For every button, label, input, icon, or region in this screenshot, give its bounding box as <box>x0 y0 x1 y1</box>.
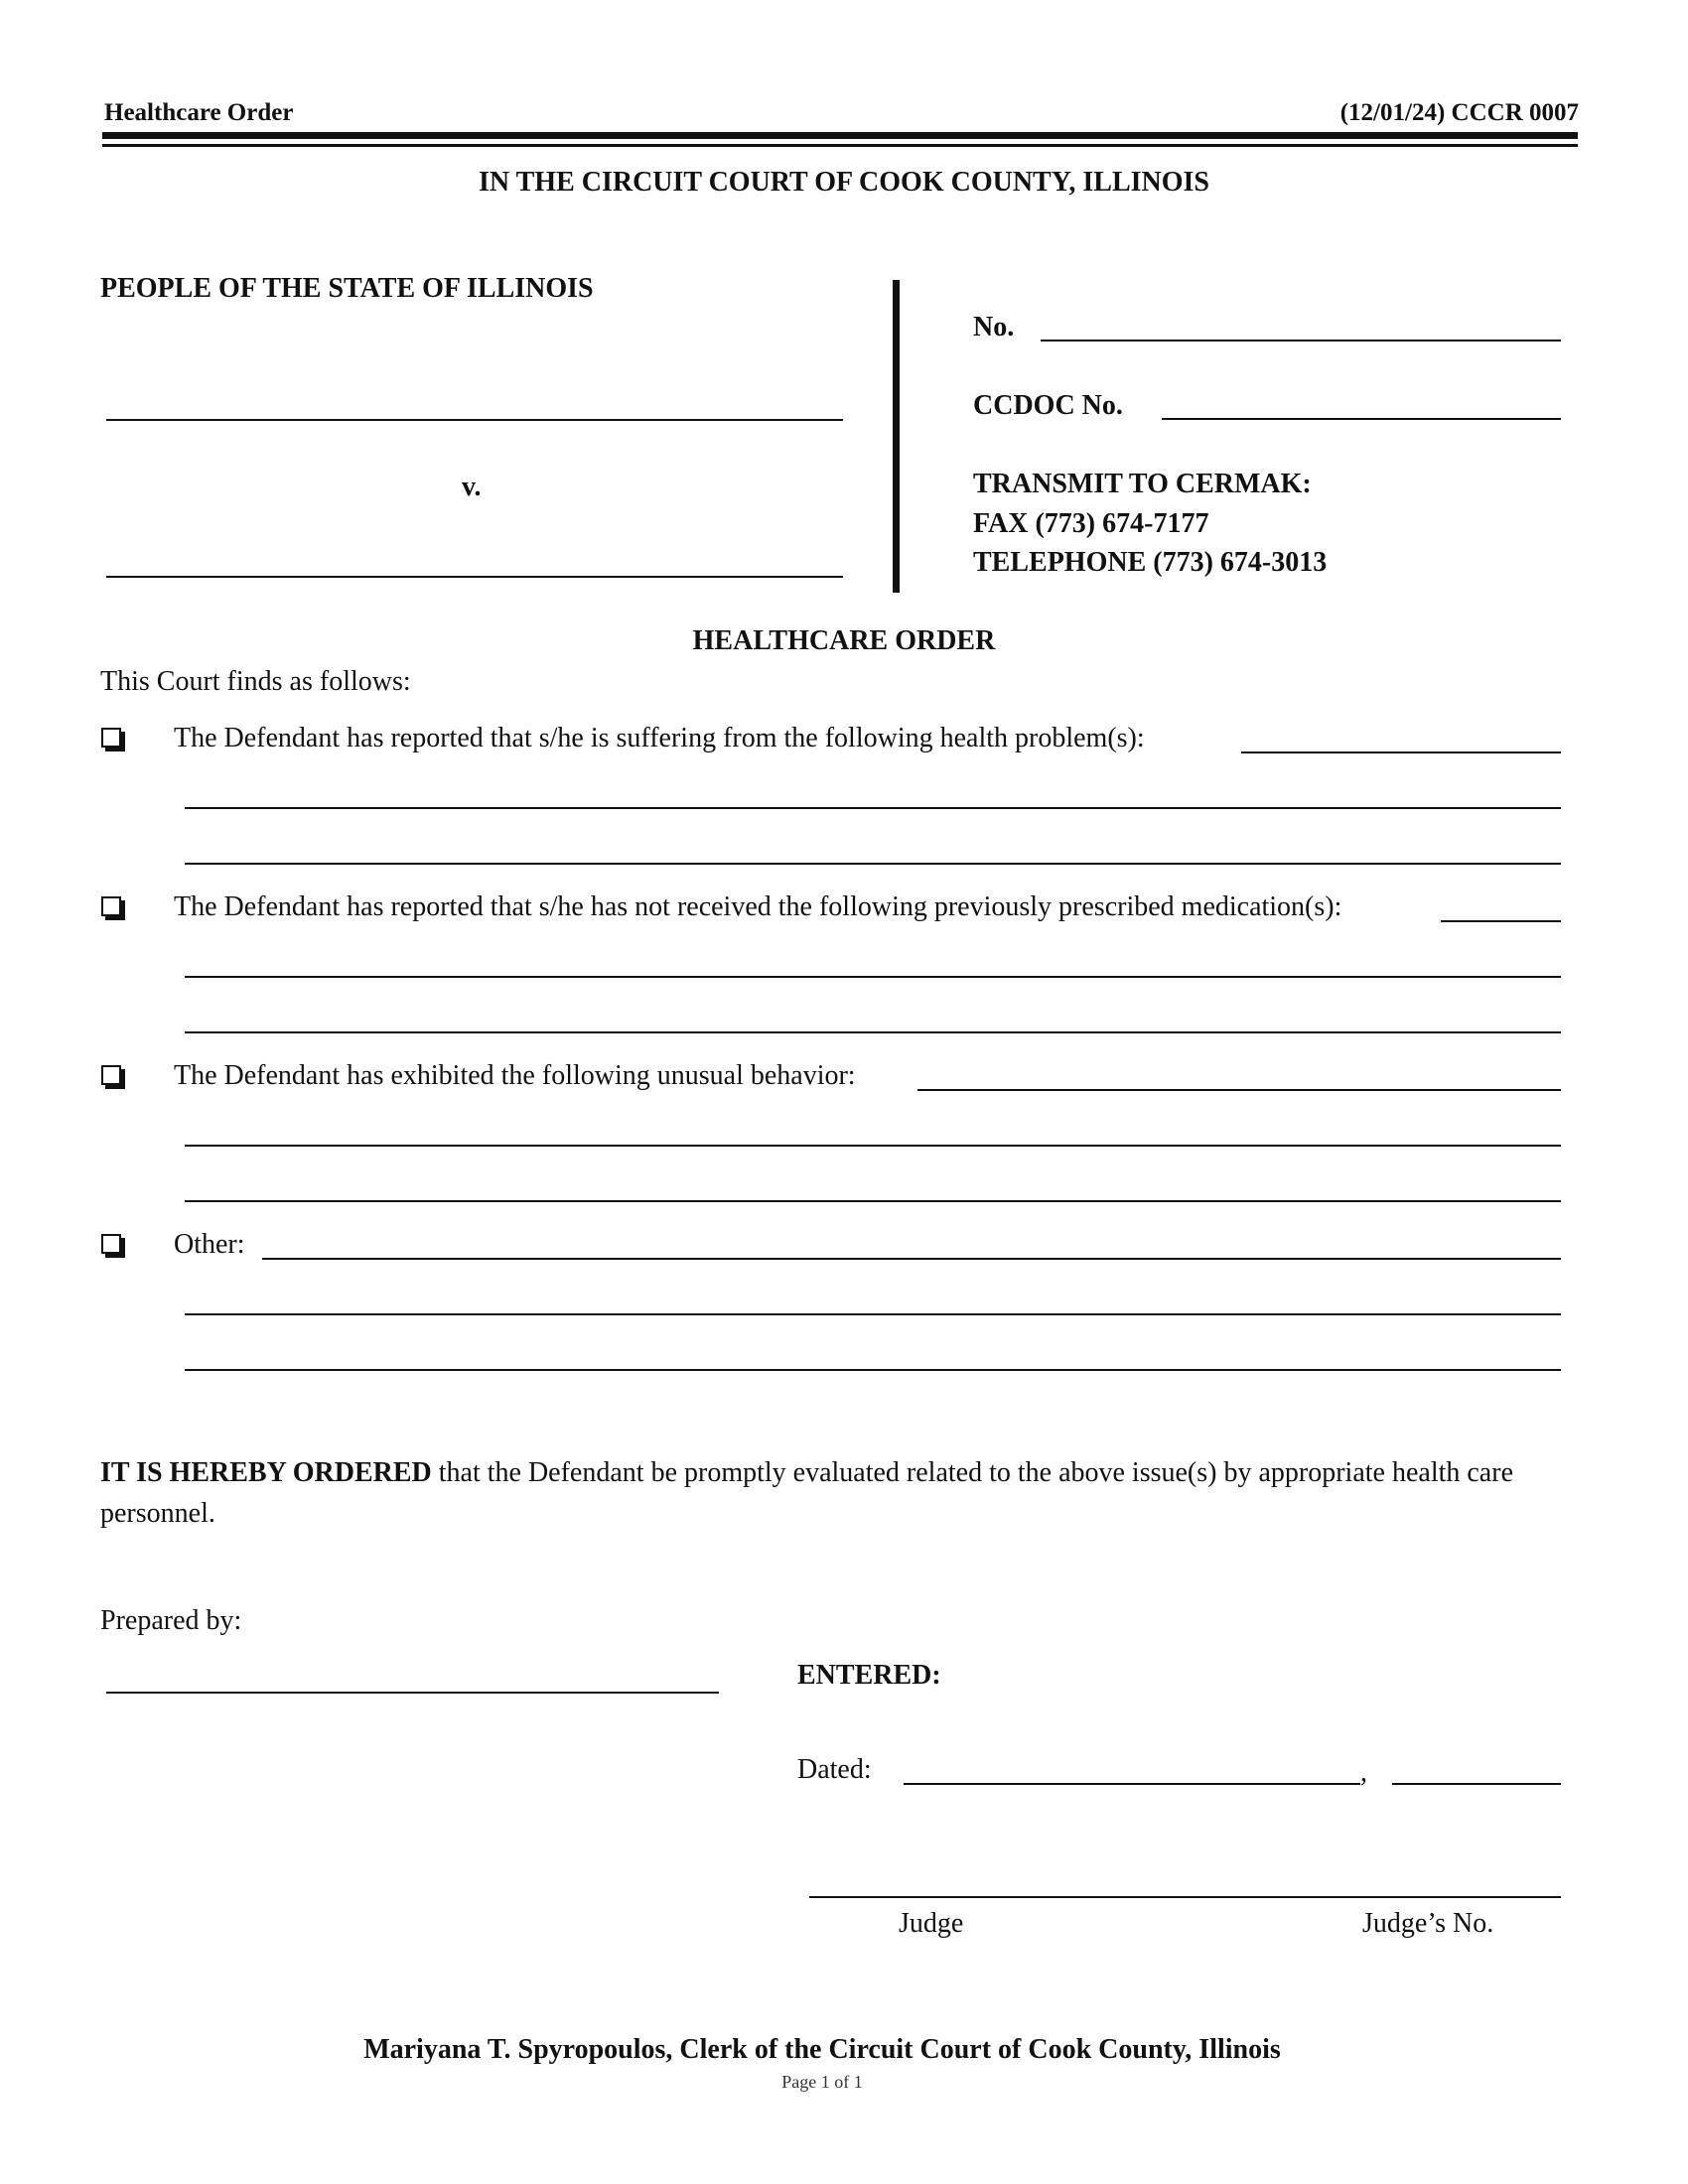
other-text: Other: <box>174 1229 245 1260</box>
order-paragraph <box>100 1452 1580 1534</box>
medications-text: The Defendant has reported that s/he has not received the following previously prescribed medication(s): <box>174 891 1342 922</box>
prepared-by-line[interactable] <box>106 1692 719 1694</box>
ccdoc-label: CCDOC No. <box>973 390 1123 421</box>
health-problems-line-3[interactable] <box>185 863 1561 865</box>
behavior-checkbox[interactable] <box>101 1065 121 1085</box>
dated-label: Dated: <box>797 1754 872 1785</box>
plaintiff-line[interactable] <box>106 419 843 421</box>
transmit-label: TRANSMIT TO CERMAK: <box>973 469 1312 499</box>
header-rule-thin <box>102 144 1578 147</box>
order-text: that the Defendant be promptly evaluated related to the above issue(s) by appropriate health care personnel. <box>100 1457 1513 1529</box>
dated-comma: , <box>1360 1757 1367 1788</box>
other-line-3[interactable] <box>185 1369 1561 1371</box>
other-checkbox[interactable] <box>101 1234 121 1254</box>
medications-line-3[interactable] <box>185 1031 1561 1033</box>
judge-signature-line[interactable] <box>809 1896 1561 1898</box>
health-problems-line-1[interactable] <box>1241 751 1561 753</box>
medications-line-2[interactable] <box>185 976 1561 978</box>
caption-divider <box>893 280 900 593</box>
versus-label: v. <box>462 472 482 502</box>
case-no-label: No. <box>973 312 1015 342</box>
page-number: Page 1 of 1 <box>781 2072 863 2092</box>
dated-line[interactable] <box>904 1783 1360 1785</box>
case-no-line[interactable] <box>1041 340 1561 341</box>
entered-label: ENTERED: <box>797 1660 941 1691</box>
form-name: Healthcare Order <box>104 99 294 126</box>
findings-intro: This Court finds as follows: <box>100 666 411 697</box>
health-problems-line-2[interactable] <box>185 807 1561 809</box>
behavior-line-1[interactable] <box>917 1089 1561 1091</box>
behavior-text: The Defendant has exhibited the following unusual behavior: <box>174 1060 856 1091</box>
ccdoc-line[interactable] <box>1162 418 1561 420</box>
other-line-2[interactable] <box>185 1313 1561 1315</box>
other-line-1[interactable] <box>262 1258 1561 1260</box>
health-problems-text: The Defendant has reported that s/he is suffering from the following health problem(s): <box>174 723 1145 753</box>
order-lead: IT IS HEREBY ORDERED <box>100 1457 432 1488</box>
header-rule-thick <box>102 132 1578 139</box>
plaintiff-name: PEOPLE OF THE STATE OF ILLINOIS <box>100 273 594 304</box>
telephone-number: TELEPHONE (773) 674-3013 <box>973 547 1328 578</box>
dated-year-line[interactable] <box>1392 1783 1561 1785</box>
medications-checkbox[interactable] <box>101 896 121 916</box>
court-title: IN THE CIRCUIT COURT OF COOK COUNTY, ILLINOIS <box>479 167 1209 198</box>
order-title: HEALTHCARE ORDER <box>692 625 996 656</box>
health-problems-checkbox[interactable] <box>101 728 121 748</box>
medications-line-1[interactable] <box>1441 920 1561 922</box>
judge-no-label: Judge’s No. <box>1362 1908 1494 1939</box>
behavior-line-3[interactable] <box>185 1200 1561 1202</box>
judge-label: Judge <box>899 1908 964 1939</box>
behavior-line-2[interactable] <box>185 1145 1561 1147</box>
defendant-line[interactable] <box>106 576 843 578</box>
form-code: (12/01/24) CCCR 0007 <box>1339 99 1579 126</box>
prepared-by-label: Prepared by: <box>100 1605 242 1636</box>
fax-number: FAX (773) 674-7177 <box>973 508 1209 539</box>
clerk-footer: Mariyana T. Spyropoulos, Clerk of the Circuit Court of Cook County, Illinois <box>363 2034 1281 2065</box>
